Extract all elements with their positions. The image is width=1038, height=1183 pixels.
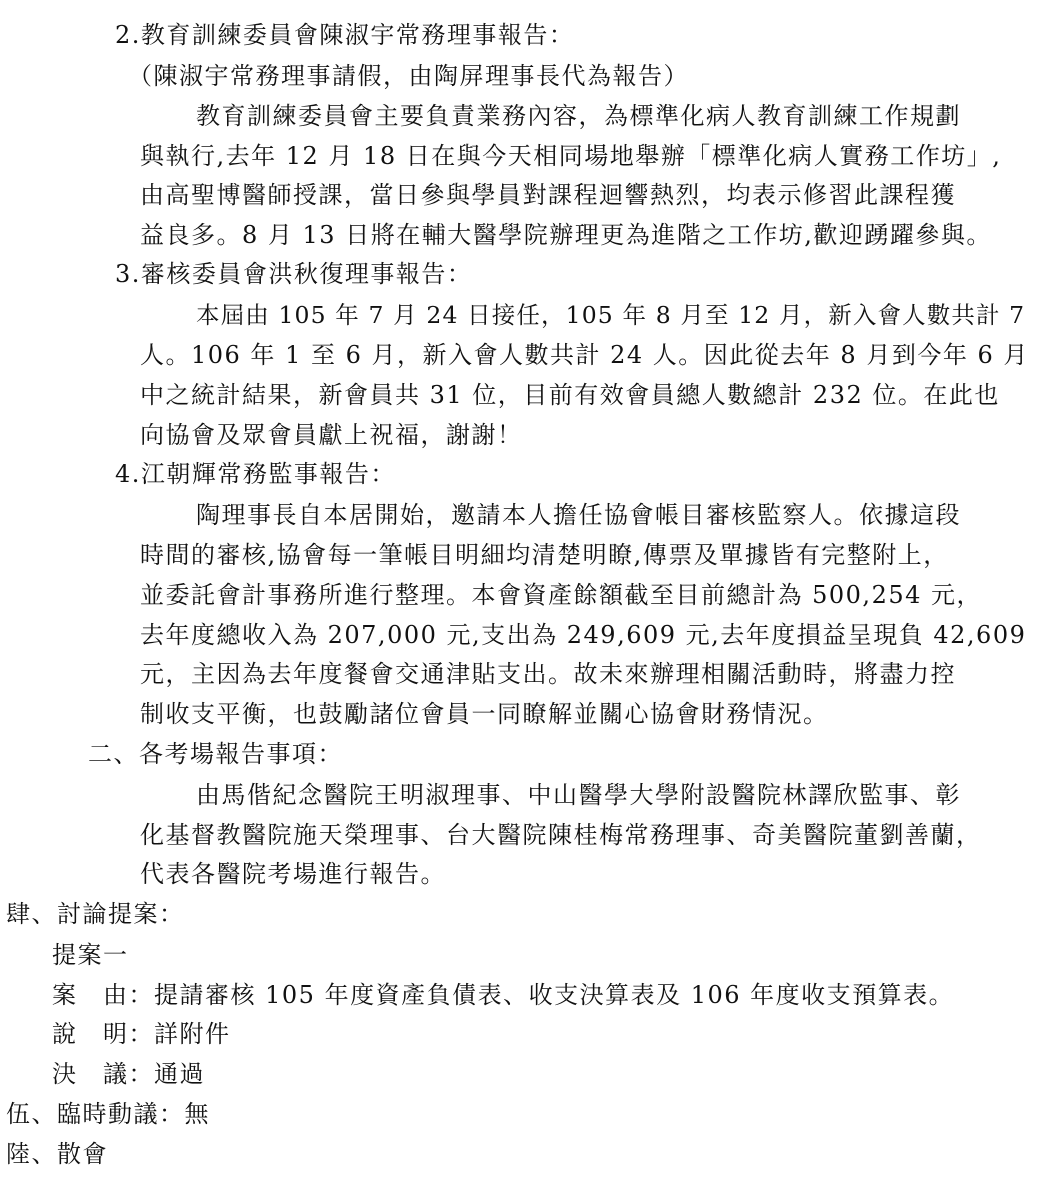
section-exam-sites-heading: 二、各考場報告事項： xyxy=(88,740,343,768)
section-4-line-3: 並委託會計事務所進行整理。本會資產餘額截至目前總計為 500,254 元， xyxy=(140,581,983,609)
proposal-title: 提案一 xyxy=(52,941,129,969)
section-2-line-1: 教育訓練委員會主要負責業務內容，為標準化病人教育訓練工作規劃 xyxy=(196,102,961,130)
section-3-line-4: 向協會及眾會員獻上祝福，謝謝！ xyxy=(140,421,523,449)
adjournment: 陸、散會 xyxy=(6,1140,108,1168)
section-2-line-2: 與執行,去年 12 月 18 日在與今天相同場地舉辦「標準化病人實務工作坊」, xyxy=(140,142,1002,170)
proposal-resolution: 決 議：通過 xyxy=(52,1060,205,1088)
extempore-motion: 伍、臨時動議：無 xyxy=(6,1100,210,1128)
section-4-line-6: 制收支平衡，也鼓勵諸位會員一同瞭解並關心協會財務情況。 xyxy=(140,700,829,728)
section-exam-sites-line-3: 代表各醫院考場進行報告。 xyxy=(140,860,446,888)
section-2-line-4: 益良多。8 月 13 日將在輔大醫學院辦理更為進階之工作坊,歡迎踴躍參與。 xyxy=(140,221,992,249)
section-3-line-3: 中之統計結果，新會員共 31 位，目前有效會員總人數總計 232 位。在此也 xyxy=(140,381,1000,409)
section-4-line-2: 時間的審核,協會每一筆帳目明細均清楚明瞭,傳票及單據皆有完整附上， xyxy=(140,541,949,569)
section-exam-sites-line-2: 化基督教醫院施天榮理事、台大醫院陳桂梅常務理事、奇美醫院董劉善蘭， xyxy=(140,821,982,849)
section-exam-sites-line-1: 由馬偕紀念醫院王明淑理事、中山醫學大學附設醫院林譯欣監事、彰 xyxy=(196,781,961,809)
section-4-line-5: 元，主因為去年度餐會交通津貼支出。故未來辦理相關活動時，將盡力控 xyxy=(140,660,956,688)
section-4-heading: 4.江朝輝常務監事報告： xyxy=(115,460,396,488)
section-4-line-1: 陶理事長自本居開始，邀請本人擔任協會帳目審核監察人。依據這段 xyxy=(196,501,961,529)
proposal-explanation: 說 明：詳附件 xyxy=(52,1020,231,1048)
section-3-line-1: 本屆由 105 年 7 月 24 日接任，105 年 8 月至 12 月，新入會人數共計 7 xyxy=(196,301,1026,329)
discussion-heading: 肆、討論提案： xyxy=(6,900,185,928)
section-2-line-3: 由高聖博醫師授課，當日參與學員對課程迴響熱烈，均表示修習此課程獲 xyxy=(140,181,956,209)
section-2-note: （陳淑宇常務理事請假，由陶屏理事長代為報告） xyxy=(128,62,689,90)
proposal-reason: 案 由：提請審核 105 年度資產負債表、收支決算表及 106 年度收支預算表。 xyxy=(52,981,955,1009)
section-2-heading: 2.教育訓練委員會陳淑宇常務理事報告： xyxy=(115,21,575,49)
section-4-line-4: 去年度總收入為 207,000 元,支出為 249,609 元,去年度損益呈現負 42,609 xyxy=(140,621,1027,649)
section-3-line-2: 人。106 年 1 至 6 月，新入會人數共計 24 人。因此從去年 8 月到今年 6 月 xyxy=(140,341,1029,369)
section-3-heading: 3.審核委員會洪秋復理事報告： xyxy=(115,260,473,288)
